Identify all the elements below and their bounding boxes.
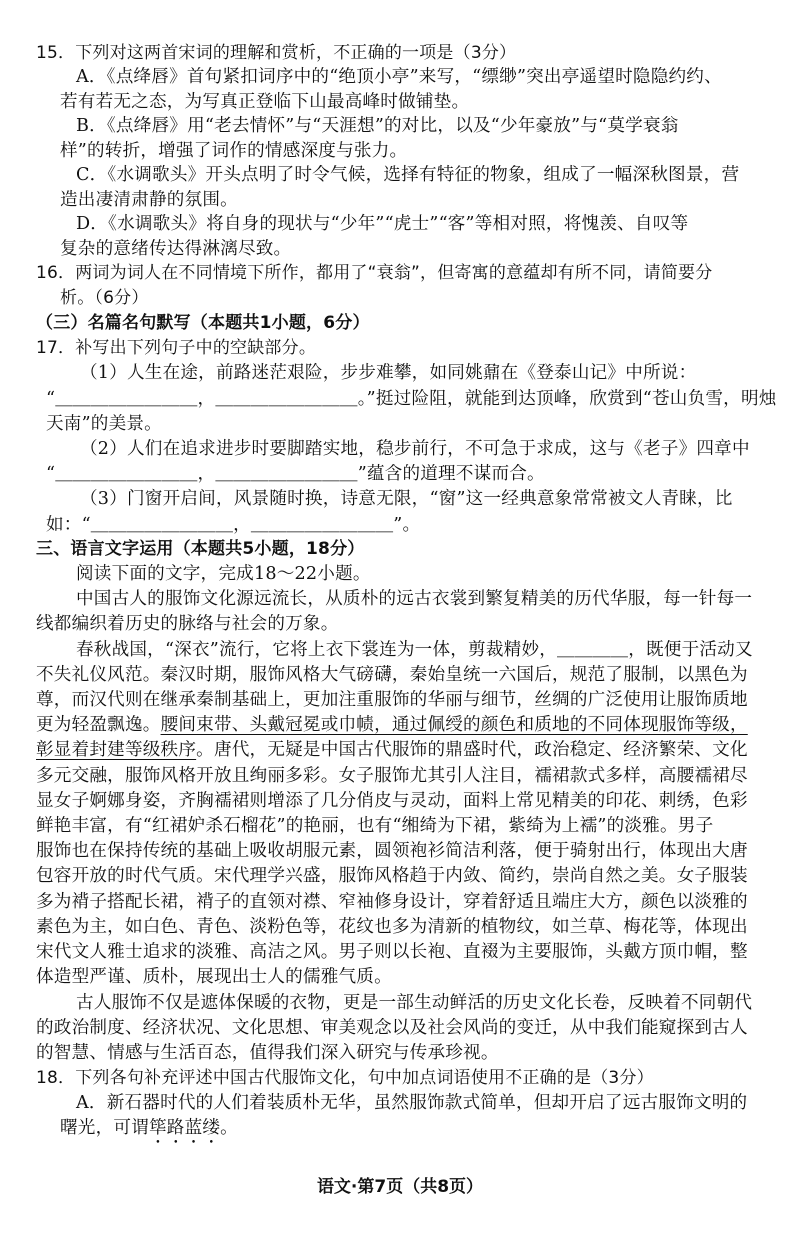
passage-line: 多为褙子搭配长裙，褙子的直领对襟、窄袖修身设计，穿着舒适且端庄大方，颜色以淡雅的 — [36, 892, 748, 912]
passage-text: 。唐代，无疑是中国古代服饰的鼎盛时代，政治稳定、经济繁荣、文化 — [196, 740, 748, 760]
q16-line2: 析。（6分） — [60, 288, 149, 308]
passage-text: 更为轻盈飘逸。 — [36, 715, 161, 735]
q17-part1-blanks: “＿＿＿＿＿＿＿＿，＿＿＿＿＿＿＿＿。”挺过险阻，就能到达顶峰，欣赏到“苍山负雪，明烛 — [46, 389, 777, 409]
page-footer: 语文·第7页（共8页） — [316, 1177, 484, 1197]
reading-instruction: 阅读下面的文字，完成18～22小题。 — [76, 564, 371, 584]
passage-line: 服饰也在保持传统的基础上吸收胡服元素，圆领袍衫简洁利落，便于骑射出行，体现出大唐 — [36, 841, 748, 861]
q15-option-c-line2: 造出凄清肃静的氛围。 — [60, 190, 238, 210]
section-3-title: （三）名篇名句默写（本题共1小题，6分） — [36, 313, 370, 333]
passage-line: 的政治制度、经济状况、文化思想、审美观念以及社会风尚的变迁，从中我们能窥探到古人 — [36, 1018, 748, 1038]
q18-stem: 18．下列各句补充评述中国古代服饰文化，句中加点词语使用不正确的是（3分） — [36, 1068, 654, 1088]
q18-option-a-text: 。 — [220, 1118, 238, 1138]
passage-line: 显女子婀娜身姿，齐胸襦裙则增添了几分俏皮与灵动，面料上常见精美的印花、刺绣，色彩 — [36, 791, 748, 811]
q17-part2-blanks: “＿＿＿＿＿＿＿＿，＿＿＿＿＿＿＿＿”蕴含的道理不谋而合。 — [46, 464, 545, 484]
passage-line: 包容开放的时代气质。宋代理学兴盛，服饰风格趋于内敛、简约，崇尚自然之美。女子服装 — [36, 866, 748, 886]
passage-line: 体造型严谨、质朴，展现出士人的儒雅气质。 — [36, 967, 392, 987]
q17-stem: 17．补写出下列句子中的空缺部分。 — [36, 338, 317, 358]
q15-option-d-line2: 复杂的意绪传达得淋漓尽致。 — [60, 239, 292, 259]
passage-line: 中国古人的服饰文化源远流长，从质朴的远古衣裳到繁复精美的历代华服，每一针每一 — [76, 589, 753, 609]
q15-stem: 15．下列对这两首宋词的理解和赏析，不正确的一项是（3分） — [36, 43, 517, 63]
q18-option-a-text: 曙光，可谓 — [60, 1118, 149, 1138]
q17-part3-blanks: 如：“＿＿＿＿＿＿＿＿，＿＿＿＿＿＿＿＿”。 — [46, 515, 421, 535]
q15-option-b-line2: 样”的转折，增强了词作的情感深度与张力。 — [60, 141, 408, 161]
passage-line: 鲜艳丰富，有“红裙妒杀石榴花”的艳丽，也有“缃绮为下裙，紫绮为上襦”的淡雅。男子 — [36, 816, 714, 836]
passage-line — [36, 737, 748, 763]
q17-part3-line1: （3）门窗开启间，风景随时换，诗意无限，“窗”这一经典意象常常被文人青睐，比 — [80, 489, 733, 509]
passage-line: 尊，而汉代则在继承秦制基础上，更加注重服饰的华丽与细节，丝绸的广泛使用让服饰质地 — [36, 690, 748, 710]
q16-line1: 16．两词为词人在不同情境下所作，都用了“衰翁”，但寄寓的意蕴却有所不同，请简要分 — [36, 263, 713, 283]
passage-line: 古人服饰不仅是遮体保暖的衣物，更是一部生动鲜活的历史文化长卷，反映着不同朝代 — [76, 993, 753, 1013]
q15-option-a-line1: A．《点绛唇》首句紧扣词序中的“绝顶小亭”来写，“缥缈”突出亭遥望时隐隐约约、 — [76, 67, 722, 87]
q17-part2-line1: （2）人们在追求进步时要脚踏实地，稳步前行，不可急于求成，这与《老子》四章中 — [80, 439, 750, 459]
q15-option-c-line1: C．《水调歌头》开头点明了时令气候，选择有特征的物象，组成了一幅深秋图景，营 — [76, 165, 740, 185]
q15-option-a-line2: 若有若无之态，为写真正登临下山最高峰时做铺垫。 — [60, 92, 470, 112]
q18-option-a-line1: A．新石器时代的人们着装质朴无华，虽然服饰款式简单，但却开启了远古服饰文明的 — [76, 1093, 748, 1113]
dotted-idiom: 筚路蓝缕 — [148, 1118, 221, 1138]
part-3-title: 三、语言文字运用（本题共5小题，18分） — [36, 539, 365, 559]
underlined-sentence: 腰间束带、头戴冠冕或巾帻，通过佩绶的颜色和质地的不同体现服饰等级， — [160, 715, 748, 735]
passage-line: 线都编织着历史的脉络与社会的万象。 — [36, 614, 339, 634]
q15-option-b-line1: B．《点绛唇》用“老去情怀”与“天涯想”的对比，以及“少年豪放”与“莫学衰翁 — [76, 116, 679, 136]
q17-part1-line1: （1）人生在途，前路迷茫艰险，步步难攀，如同姚鼐在《登泰山记》中所说： — [80, 363, 697, 383]
passage-line: 宋代文人雅士追求的淡雅、高洁之风。男子则以长袍、直裰为主要服饰，头戴方顶巾帽，整 — [36, 942, 748, 962]
passage-line — [36, 712, 748, 738]
q17-part1-line3: 天南”的美景。 — [46, 414, 162, 434]
passage-line: 素色为主，如白色、青色、淡粉色等，花纹也多为清新的植物纹，如兰草、梅花等，体现出 — [36, 917, 748, 937]
q15-option-d-line1: D．《水调歌头》将自身的现状与“少年”“虎士”“客”等相对照，将愧羡、自叹等 — [76, 214, 689, 234]
passage-line: 不失礼仪风范。秦汉时期，服饰风格大气磅礴，秦始皇统一六国后，规范了服制，以黑色为 — [36, 665, 748, 685]
passage-line: 春秋战国，“深衣”流行，它将上衣下裳连为一体，剪裁精妙，＿＿＿＿，既便于活动又 — [76, 640, 753, 660]
underlined-sentence: 彰显着封建等级秩序 — [36, 740, 197, 760]
passage-line: 的智慧、情感与生活百态，值得我们深入研究与传承珍视。 — [36, 1043, 499, 1063]
passage-line: 多元交融，服饰风格开放且绚丽多彩。女子服饰尤其引人注目，襦裙款式多样，高腰襦裙尽 — [36, 766, 748, 786]
q18-option-a-line2 — [60, 1115, 238, 1148]
